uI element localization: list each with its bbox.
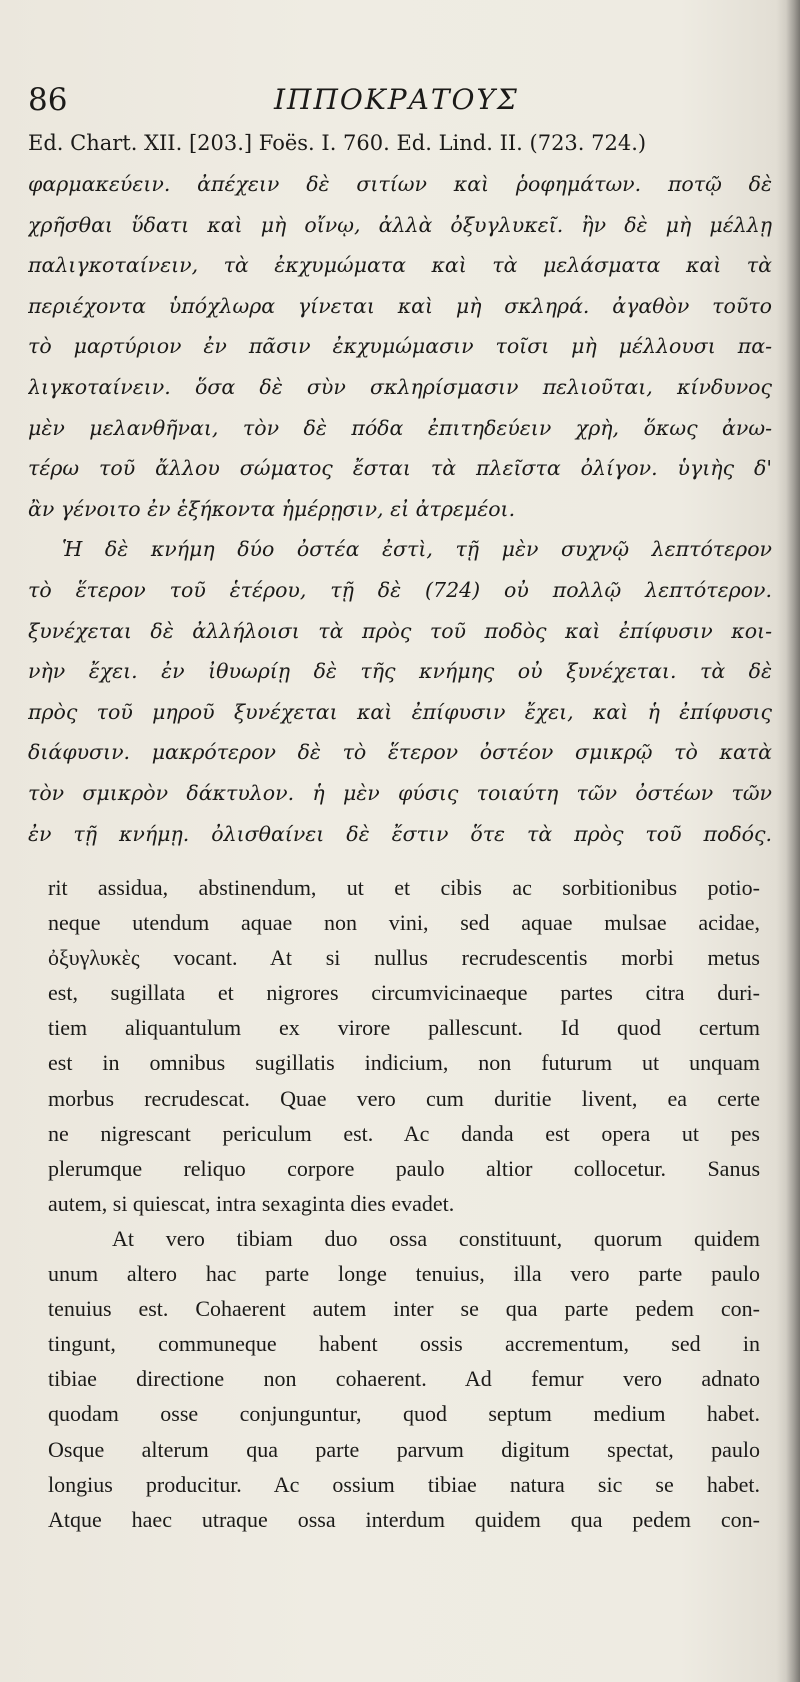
greek-text-line: μὲν μελανθῆναι, τὸν δὲ πόδα ἐπιτηδεύειν χρὴ, ὅκως ἀνω- — [28, 415, 772, 440]
edition-reference: Ed. Chart. XII. [203.] Foës. I. 760. Ed. Lind. II. (723. 724.) — [28, 131, 647, 155]
latin-text-line: ne nigrescant periculum est. Ac danda est opera ut pes — [48, 1120, 760, 1146]
latin-paragraph-start: At vero tibiam duo ossa constituunt, quorum quidem — [112, 1225, 760, 1251]
latin-text-line: est in omnibus sugillatis indicium, non futurum ut unquam — [48, 1050, 760, 1076]
latin-text-line: est, sugillata et nigrores circumvicinaeque partes citra duri- — [48, 980, 760, 1006]
latin-text-line: tibiae directione non cohaerent. Ad femur vero adnato — [48, 1366, 760, 1392]
greek-text-line: φαρμακεύειν. ἀπέχειν δὲ σιτίων καὶ ῥοφημάτων. ποτῷ δὲ — [28, 172, 772, 196]
latin-text-line: unum altero hac parte longe tenuius, illa vero parte paulo — [48, 1261, 760, 1287]
greek-text-line: παλιγκοταίνειν, τὰ ἐκχυμώματα καὶ τὰ μελάσματα καὶ τὰ — [28, 253, 772, 278]
greek-text-line: διάφυσιν. μακρότερον δὲ τὸ ἕτερον ὀστέον σμικρῷ τὸ κατὰ — [28, 740, 772, 765]
page-number: 86 — [28, 82, 68, 118]
latin-text-line: quodam osse conjunguntur, quod septum medium habet. — [48, 1401, 760, 1427]
greek-text-line: λιγκοταίνειν. ὅσα δὲ σὺν σκληρίσμασιν πελιοῦται, κίνδυνος — [28, 374, 772, 399]
latin-text-line: morbus recrudescat. Quae vero cum duritie livent, ea certe — [48, 1085, 760, 1111]
latin-text-line: longius producitur. Ac ossium tibiae natura sic se habet. — [48, 1471, 760, 1497]
greek-text-line: περιέχοντα ὑπόχλωρα γίνεται καὶ μὴ σκληρά. ἀγαθὸν τοῦτο — [28, 293, 772, 318]
greek-paragraph-start: Ἡ δὲ κνήμη δύο ὀστέα ἐστὶ, τῇ μὲν συχνῷ λεπτότερον — [62, 537, 772, 562]
latin-text-line: autem, si quiescat, intra sexaginta dies evadet. — [48, 1190, 455, 1216]
greek-text-line: ξυνέχεται δὲ ἀλλήλοισι τὰ πρὸς τοῦ ποδὸς καὶ ἐπίφυσιν κοι- — [28, 618, 772, 643]
latin-text-line: tiem aliquantulum ex virore pallescunt. Id quod certum — [48, 1015, 760, 1041]
greek-text-line: πρὸς τοῦ μηροῦ ξυνέχεται καὶ ἐπίφυσιν ἔχει, καὶ ἡ ἐπίφυσις — [28, 699, 772, 724]
greek-text-line: τὸ μαρτύριον ἐν πᾶσιν ἐκχυμώμασιν τοῖσι μὴ μέλλουσι πα- — [28, 334, 772, 359]
running-title: ΙΠΠΟΚΡΑΤΟΥΣ — [274, 83, 519, 116]
latin-text-line: tenuius est. Cohaerent autem inter se qua parte pedem con- — [48, 1296, 760, 1322]
latin-text-line: rit assidua, abstinendum, ut et cibis ac sorbitionibus potio- — [48, 875, 760, 900]
greek-text-line: τὸν σμικρὸν δάκτυλον. ἡ μὲν φύσις τοιαύτη τῶν ὀστέων τῶν — [28, 780, 772, 805]
greek-text-line: τὸ ἕτερον τοῦ ἑτέρου, τῇ δὲ (724) οὐ πολλῷ λεπτότερον. — [28, 577, 772, 602]
latin-text-line: ὀξυγλυκὲς vocant. At si nullus recrudescentis morbi metus — [48, 945, 760, 971]
greek-text-line: τέρω τοῦ ἄλλου σώματος ἔσται τὰ πλεῖστα ὀλίγον. ὑγιὴς δ' — [28, 456, 772, 481]
greek-text-line: νὴν ἔχει. ἐν ἰθυωρίῃ δὲ τῆς κνήμης οὐ ξυνέχεται. τὰ δὲ — [28, 659, 772, 684]
spine-shadow — [786, 0, 800, 1682]
latin-text-line: plerumque reliquo corpore paulo altior collocetur. Sanus — [48, 1155, 760, 1181]
page-header — [28, 78, 768, 122]
greek-text-line: χρῆσθαι ὕδατι καὶ μὴ οἴνῳ, ἀλλὰ ὀξυγλυκεῖ. ἢν δὲ μὴ μέλλῃ — [28, 212, 772, 237]
latin-text-line: Atque haec utraque ossa interdum quidem qua pedem con- — [48, 1506, 760, 1532]
greek-text-block — [28, 164, 772, 854]
latin-text-line: tingunt, communeque habent ossis accrementum, sed in — [48, 1331, 760, 1357]
latin-text-block — [48, 870, 760, 1537]
greek-text-line: ἂν γένοιτο ἐν ἑξήκοντα ἡμέρῃσιν, εἰ ἀτρεμέοι. — [28, 496, 516, 521]
latin-text-line: neque utendum aquae non vini, sed aquae mulsae acidae, — [48, 910, 760, 936]
latin-text-line: Osque alterum qua parte parvum digitum spectat, paulo — [48, 1436, 760, 1462]
greek-text-line: ἐν τῇ κνήμῃ. ὀλισθαίνει δὲ ἔστιν ὅτε τὰ πρὸς τοῦ ποδός. — [28, 821, 772, 846]
